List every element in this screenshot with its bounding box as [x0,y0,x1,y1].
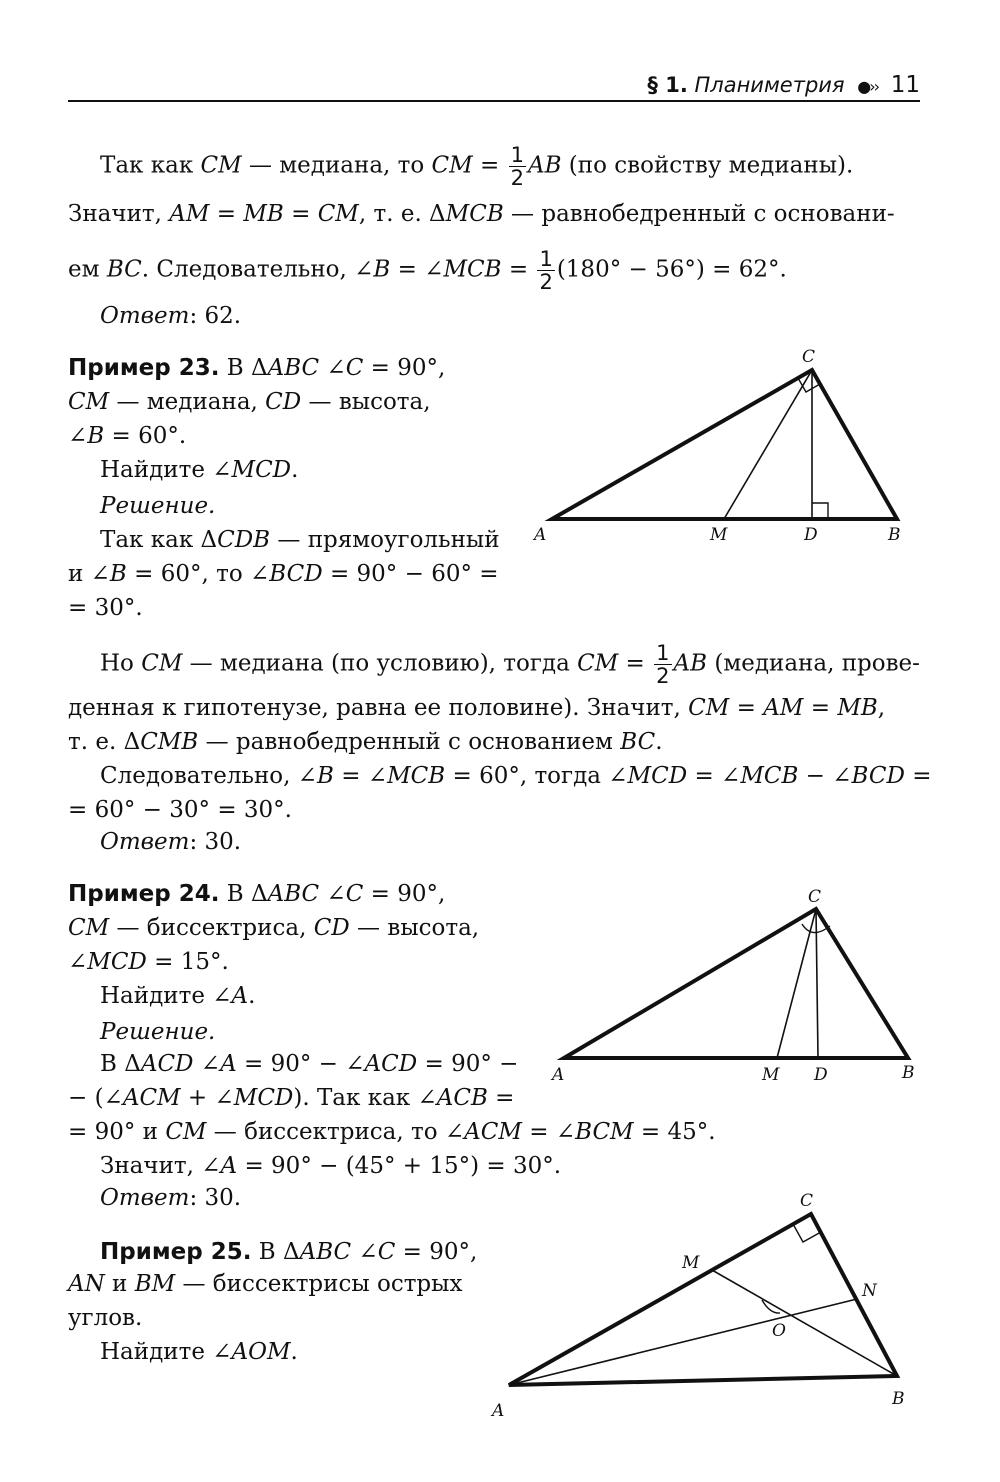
figure-24-triangle [540,880,940,1090]
text-line: Но CM — медиана (по условию), тогда CM = $\frac{1}{2}$ AB (медиана, прове- [100,641,920,688]
right-angle-mark-d [812,503,828,519]
text-line: т. е. ΔCMB — равнобедренный с основанием BC. [68,729,663,755]
example-23-title: Пример 23. В ΔABC ∠C = 90°, [68,355,446,381]
text-line: Следовательно, ∠B = ∠MCB = 60°, тогда ∠MCD = ∠MCB − ∠BCD = [100,763,932,789]
text-line: Найдите ∠MCD. [100,457,299,483]
example-25-title: Пример 25. В ΔABC ∠C = 90°, [100,1239,478,1265]
section-mark: § 1. [647,73,688,97]
label-o: O [772,1321,786,1341]
label-c: C [808,887,822,907]
answer-line: Ответ: 30. [100,1185,242,1211]
label-b: B [892,1389,905,1409]
text-line: Значит, AM = MB = CM, т. е. ΔMCB — равнобедренный с основани- [68,201,895,227]
text-line: Найдите ∠AOM. [100,1339,298,1365]
label-a: A [552,1065,565,1085]
solution-label: Решение. [100,1019,216,1045]
text-line: денная к гипотенузе, равна ее половине). Значит, CM = AM = MB, [68,695,886,721]
text-line: ∠B = 60°. [68,423,187,449]
text-line: Так как ΔCDB — прямоугольный [100,527,500,553]
label-a: A [492,1401,505,1421]
label-c: C [802,347,816,367]
triangle-abc [564,909,908,1058]
text-line: Найдите ∠A. [100,983,256,1009]
example-24-title: Пример 24. В ΔABC ∠C = 90°, [68,881,446,907]
text-line: и ∠B = 60°, то ∠BCD = 90° − 60° = [68,561,499,587]
solution-label: Решение. [100,493,216,519]
fraction-one-half: $\frac{1}{2}$ [539,247,553,294]
label-n: N [862,1281,877,1301]
text-line: Так как CM — медиана, то CM = $\frac{1}{2}$ AB (по свойству медианы). [100,143,854,190]
text-line: В ΔACD ∠A = 90° − ∠ACD = 90° − [100,1051,519,1077]
height-cd [816,909,818,1058]
label-d: D [804,525,818,545]
answer-line: Ответ: 30. [100,829,242,855]
text-line: AN и BM — биссектрисы острых [68,1271,463,1297]
median-cm [724,370,812,519]
triangle-abc [552,370,897,519]
answer-line: Ответ: 62. [100,303,242,329]
label-m: M [710,525,728,545]
text-line: Значит, ∠A = 90° − (45° + 15°) = 30°. [100,1153,562,1179]
label-m: M [762,1065,780,1085]
label-a: A [534,525,547,545]
text-line: = 90° и CM — биссектриса, то ∠ACM = ∠BCM = 45°. [68,1119,716,1145]
text-line: ем BC. Следовательно, ∠B = ∠MCB = $\frac{1}{2}$ (180° − 56°) = 62°. [68,247,787,294]
text-line: − (∠ACM + ∠MCD). Так как ∠ACB = [68,1085,515,1111]
label-c: C [800,1191,814,1211]
text-line: CM — медиана, CD — высота, [68,389,431,415]
text-line: = 60° − 30° = 30°. [68,797,292,823]
fraction-one-half: $\frac{1}{2}$ [510,143,524,190]
header-dots-icon: ●›› [857,77,879,96]
running-header [0,72,920,98]
fraction-one-half: $\frac{1}{2}$ [656,641,670,688]
label-m: M [682,1253,700,1273]
text-line: = 30°. [68,595,143,621]
text-line: ∠MCD = 15°. [68,949,229,975]
label-b: B [888,525,901,545]
text-line: углов. [68,1305,143,1331]
bisector-an [509,1299,857,1385]
figure-25-triangle [480,1180,940,1470]
section-title: Планиметрия [694,73,845,97]
triangle-abc [509,1214,897,1385]
figure-23-triangle [530,340,930,550]
label-d: D [814,1065,828,1085]
page-number: 11 [890,72,920,98]
label-b: B [902,1063,915,1083]
text-line: CM — биссектриса, CD — высота, [68,915,480,941]
header-rule [68,100,920,102]
